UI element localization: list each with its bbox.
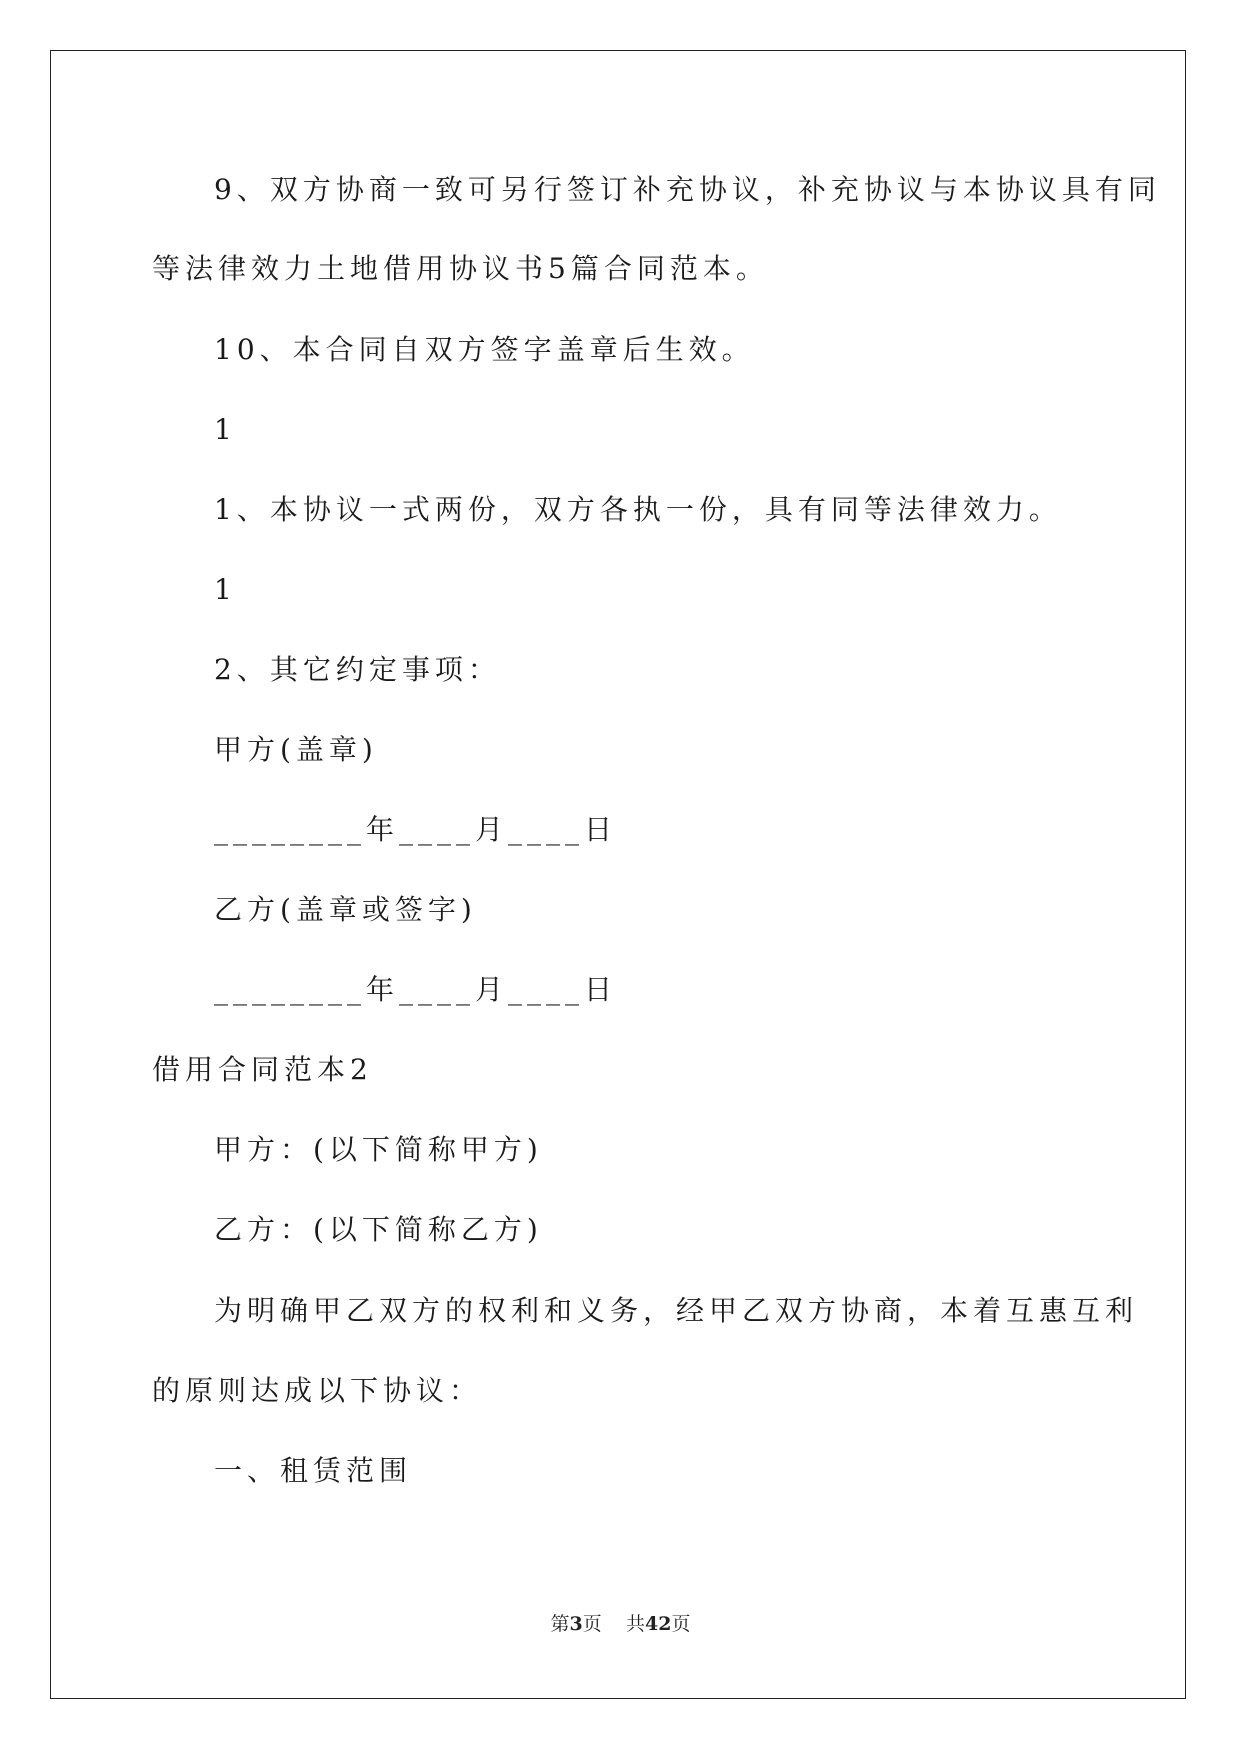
section-title: 借用合同范本2 — [152, 1053, 373, 1086]
party-a-seal-label: 甲方(盖章) — [214, 733, 378, 766]
preamble-paragraph-continued: 的原则达成以下协议： — [152, 1374, 483, 1407]
paragraph-item-1: 1、本协议一式两份，双方各执一份，具有同等法律效力。 — [214, 493, 1062, 526]
paragraph-item-2: 2、其它约定事项： — [214, 653, 501, 686]
paragraph-item-9-continued: 等法律效力土地借用协议书5篇合同范本。 — [152, 252, 769, 285]
paragraph-numeral: 1 — [214, 413, 237, 446]
party-b-seal-label: 乙方(盖章或签字) — [214, 893, 477, 926]
paragraph-item-10: 10、本合同自双方签字盖章后生效。 — [214, 333, 755, 366]
party-b-date-line: ________年____月____日 — [214, 973, 618, 1006]
paragraph-numeral: 1 — [214, 573, 237, 606]
clause-heading: 一、租赁范围 — [214, 1454, 413, 1487]
page-border — [50, 50, 1186, 1699]
footer-page-unit: 页 — [582, 1613, 602, 1635]
paragraph-item-9: 9、双方协商一致可另行签订补充协议，补充协议与本协议具有同 — [214, 173, 1161, 206]
party-a-line: 甲方：(以下简称甲方) — [214, 1133, 543, 1166]
footer-total-pages: 42 — [644, 1613, 672, 1635]
party-b-line: 乙方：(以下简称乙方) — [214, 1213, 543, 1246]
footer-page-number: 3 — [569, 1613, 583, 1635]
footer-total-unit: 页 — [671, 1613, 691, 1635]
page-footer — [0, 1612, 1241, 1636]
footer-prefix: 第 — [550, 1613, 570, 1635]
preamble-paragraph: 为明确甲乙双方的权利和义务，经甲乙双方协商，本着互惠互利 — [214, 1294, 1139, 1327]
footer-total-prefix: 共 — [625, 1613, 645, 1635]
party-a-date-line: ________年____月____日 — [214, 813, 618, 846]
